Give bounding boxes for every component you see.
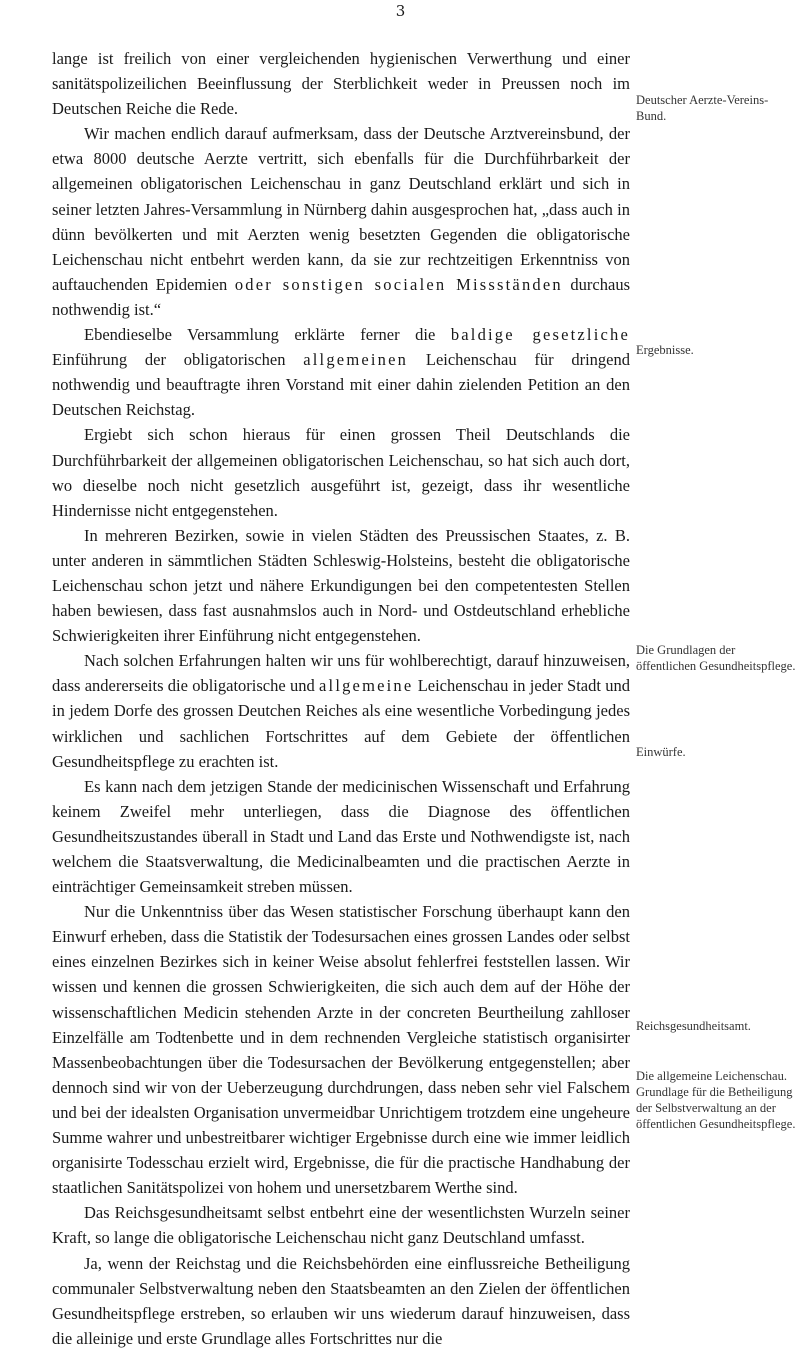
text-run: Nach solchen Erfahrungen halten wir uns für wohlberechtigt, darauf hinzuweisen, dass andererseits die obligatorische und <box>52 651 630 696</box>
marginal-note: Die Grundlagen der öffentlichen Gesundheitspflege. <box>636 643 796 673</box>
marginal-note: Einwürfe. <box>636 745 686 759</box>
marginal-note: Ergebnisse. <box>636 343 694 357</box>
paragraph <box>52 648 630 773</box>
paragraph <box>52 1251 630 1351</box>
paragraph <box>52 46 630 121</box>
text-run: lange ist freilich von einer vergleichenden hygienischen Verwerthung und einer sanitätspolizeilichen Beeinflussung der Sterblichkeit weder in Preussen noch im Deutschen Reiche die Rede. <box>52 49 630 119</box>
paragraph <box>52 121 630 322</box>
paragraph <box>52 523 630 648</box>
text-run: Nur die Unkenntniss über das Wesen statistischer Forschung überhaupt kann den Einwurf erheben, dass die Statistik der Todesursachen eines grossen Landes oder selbst eines einzelnen Bezirkes sich in keiner Weise absolut fehlerfrei feststellen lassen. Wir wissen und kennen die grossen Schwierigkeiten, die sich auch dem auf der Höhe der wissenschaftlichen Medicin stehenden Arzte in der concreten Beurtheilung zahlloser Einzelfälle am Todtenbette und in dem rechnenden Vergleiche statistisch organisirter Massenbeobachtungen über die Todesursachen der Bevölkerung entgegenstellen; aber dennoch sind wir von der Ueberzeugung durchdrungen, dass neben sehr viel Falschem und bei der idealsten Organisation unvermeidbar Unrichtigem trotzdem eine ungeheure Summe wahrer und unbestreitbarer wichtiger Ergebnisse durch eine wie immer leidlich organisirte Todesschau erzielt wird, Ergebnisse, die für die practische Handhabung der staatlichen Sanitätspolizei von hohem und unersetzbarem Werthe sind. <box>52 902 630 1198</box>
spaced-emphasis: oder sonstigen socialen Missständen <box>234 274 563 294</box>
text-run: Leichenschau für dringend nothwendig und beauftragte ihren Vorstand mit einer dahin zielenden Petition an den Deutschen Reichstag. <box>52 350 630 420</box>
paragraph <box>52 1200 630 1250</box>
text-run: Ebendieselbe Versammlung erklärte ferner die <box>84 325 451 345</box>
text-run: Es kann nach dem jetzigen Stande der medicinischen Wissenschaft und Erfahrung keinem Zweifel mehr unterliegen, dass die Diagnose des öffentlichen Gesundheitszustandes überall in Stadt und Land das Erste und Nothwendigste ist, nach welchem die Staatsverwaltung, die Medicinalbeamten und die practischen Aerzte in einträchtiger Gemeinsamkeit streben müssen. <box>52 776 630 897</box>
text-run: Leichenschau in jeder Stadt und in jedem Dorfe des grossen Deutchen Reiches als eine wesentliche Vorbedingung jedes wirklichen und sachlichen Fortschrittes auf dem Gebiete der öffentlichen Gesundheitspflege zu erachten ist. <box>52 676 631 771</box>
spaced-emphasis: baldige gesetzliche <box>450 325 630 345</box>
text-run: In mehreren Bezirken, sowie in vielen Städten des Preussischen Staates, z. B. unter anderen in sämmtlichen Städten Schleswig-Holsteins, besteht die obligatorische Leichenschau schon jetzt und nähere Erkundigungen bei den competentesten Stellen haben bewiesen, dass fast ausnahmslos auch in Nord- und Ostdeutschland erhebliche Schwierigkeiten ihrer Einführung nicht entgegenstehen. <box>52 525 630 646</box>
text-run: Ergiebt sich schon hieraus für einen grossen Theil Deutschlands die Durchführbarkeit der allgemeinen obligatorischen Leichenschau, so hat sich auch dort, wo dieselbe noch nicht gesetzlich ausgeführt ist, gezeigt, dass ihr wesentliche Hindernisse nicht entgegenstehen. <box>52 425 630 520</box>
marginal-note: Reichsgesundheitsamt. <box>636 1019 751 1033</box>
paragraph <box>52 322 630 422</box>
text-run: Das Reichsgesundheitsamt selbst entbehrt eine der wesentlichsten Wurzeln seiner Kraft, so lange die obligatorische Leichenschau nicht ganz Deutschland umfasst. <box>52 1203 630 1248</box>
main-text <box>52 46 630 1351</box>
paragraph <box>52 899 630 1200</box>
marginal-note: Deutscher Aerzte-Vereins-Bund. <box>636 93 769 123</box>
text-run: Wir machen endlich darauf aufmerksam, dass der Deutsche Arztvereinsbund, der etwa 8000 deutsche Aerzte vertritt, sich ebenfalls für die Durchführbarkeit der allgemeinen obligatorischen Leichenschau in ganz Deutschland erklärt und sich in seiner letzten Jahres-Versammlung in Nürnberg dahin ausgesprochen hat, „dass auch in dünn bevölkerten und mit Aerzten wenig besetzten Gegenden die obligatorische Leichenschau nicht entbehrt werden kann, da sie zur rechtzeitigen Erkenntniss von auftauchenden Epidemien <box>52 124 630 294</box>
text-run: durchaus nothwendig ist.“ <box>52 274 630 319</box>
marginal-note: Die allgemeine Leichenschau. Grundlage für die Betheiligung der Selbstverwaltung an der öffentlichen Gesundheitspflege. <box>636 1069 796 1131</box>
spaced-emphasis: allgemeine <box>319 676 414 696</box>
page-number: 3 <box>395 2 406 20</box>
spaced-emphasis: allgemeinen <box>303 350 409 370</box>
text-run: Ja, wenn der Reichstag und die Reichsbehörden eine einflussreiche Betheiligung communaler Selbstverwaltung neben den Staatsbeamten an den Zielen der öffentlichen Gesundheitspflege erstreben, so erlauben wir uns wiederum darauf hinzuweisen, dass die alleinige und erste Grundlage alles Fortschrittes nur die <box>52 1253 630 1348</box>
paragraph <box>52 422 630 522</box>
text-run: Einführung der obligatorischen <box>52 350 304 370</box>
paragraph <box>52 774 630 899</box>
